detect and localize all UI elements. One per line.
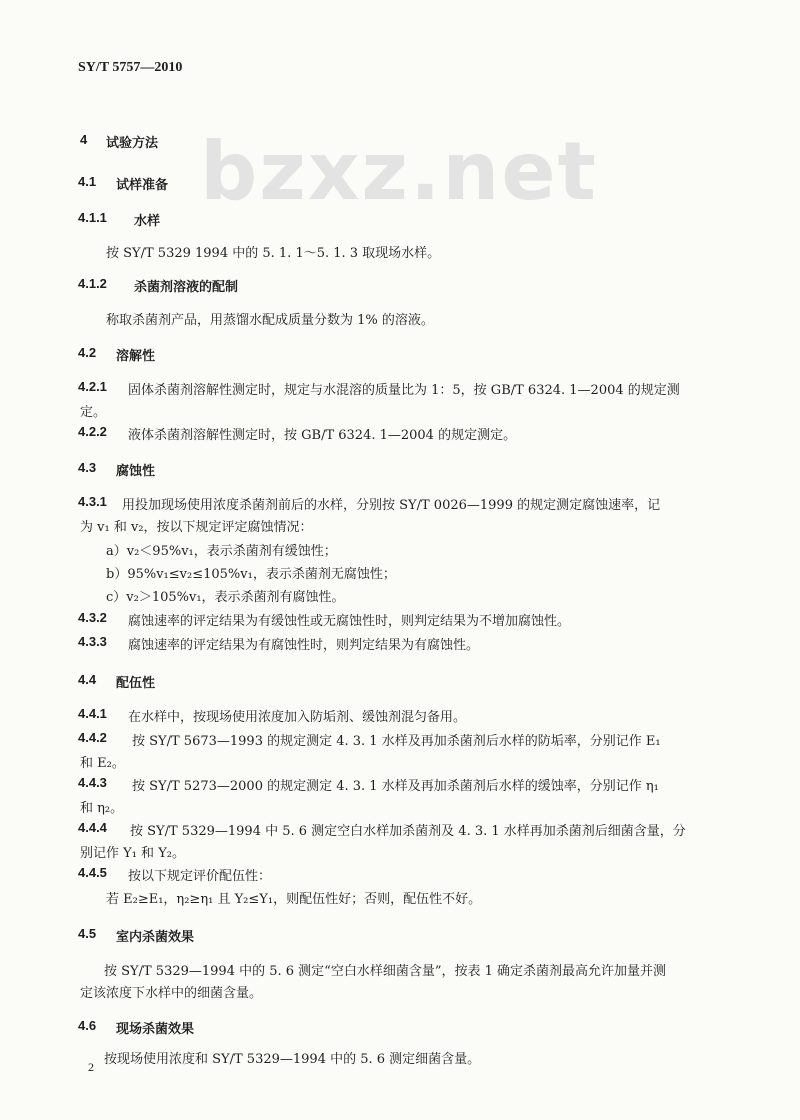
paragraph: 按现场使用浓度和 SY/T 5329—1994 中的 5. 6 测定细菌含量。 bbox=[104, 1052, 481, 1067]
page-number: 2 bbox=[88, 1060, 94, 1074]
list-item: a）v₂＜95%v₁，表示杀菌剂有缓蚀性； bbox=[106, 544, 337, 559]
section-title: 杀菌剂溶液的配制 bbox=[134, 280, 239, 295]
paragraph: 按以下规定评价配伍性： bbox=[128, 869, 272, 884]
section-number: 4.3.2 bbox=[78, 610, 107, 625]
paragraph: 固体杀菌剂溶解性测定时，规定与水混溶的质量比为 1：5，按 GB/T 6324. 1—2004 的规定测 bbox=[128, 383, 680, 398]
paragraph: 用投加现场使用浓度杀菌剂前后的水样，分别按 SY/T 0026—1999 的规定测定腐蚀速率，记 bbox=[122, 498, 661, 513]
standard-code: SY/T 5757—2010 bbox=[78, 60, 183, 75]
paragraph-continued: 别记作 Y₁ 和 Y₂。 bbox=[80, 846, 185, 861]
paragraph: 液体杀菌剂溶解性测定时，按 GB/T 6324. 1—2004 的规定测定。 bbox=[128, 428, 517, 443]
section-number: 4.4 bbox=[78, 672, 97, 687]
section-number: 4.2.2 bbox=[78, 424, 107, 439]
paragraph: 按 SY/T 5329 1994 中的 5. 1. 1～5. 1. 3 取现场水样。 bbox=[106, 246, 441, 261]
section-title: 配伍性 bbox=[116, 676, 156, 691]
paragraph-continued: 为 v₁ 和 v₂，按以下规定评定腐蚀情况： bbox=[80, 520, 313, 535]
section-title: 溶解性 bbox=[116, 349, 156, 364]
section-number: 4.2.1 bbox=[78, 379, 107, 394]
section-number: 4.4.1 bbox=[78, 706, 107, 721]
watermark: bzxz.net bbox=[200, 125, 598, 218]
section-number: 4.1 bbox=[78, 174, 97, 189]
section-number: 4.1.1 bbox=[78, 210, 107, 225]
section-number: 4 bbox=[80, 132, 88, 147]
paragraph: 按 SY/T 5673—1993 的规定测定 4. 3. 1 水样及再加杀菌剂后水样的防垢率，分别记作 E₁ bbox=[132, 734, 661, 749]
paragraph: 腐蚀速率的评定结果为有腐蚀性时，则判定结果为有腐蚀性。 bbox=[128, 638, 480, 653]
list-item: b）95%v₁≤v₂≤105%v₁，表示杀菌剂无腐蚀性； bbox=[106, 567, 396, 582]
section-number: 4.4.5 bbox=[78, 865, 107, 880]
paragraph-continued: 和 E₂。 bbox=[80, 756, 125, 771]
section-title: 试验方法 bbox=[106, 136, 159, 151]
paragraph: 按 SY/T 5273—2000 的规定测定 4. 3. 1 水样及再加杀菌剂后水样的缓蚀率，分别记作 η₁ bbox=[132, 779, 659, 794]
section-number: 4.3.1 bbox=[78, 494, 107, 509]
paragraph-continued: 和 η₂。 bbox=[80, 801, 124, 816]
paragraph: 腐蚀速率的评定结果为有缓蚀性或无腐蚀性时，则判定结果为不增加腐蚀性。 bbox=[128, 614, 571, 629]
paragraph-continued: 定该浓度下水样中的细菌含量。 bbox=[80, 986, 263, 1001]
section-number: 4.5 bbox=[78, 926, 97, 941]
list-item: c）v₂＞105%v₁，表示杀菌剂有腐蚀性。 bbox=[106, 590, 345, 605]
section-number: 4.4.3 bbox=[78, 775, 107, 790]
section-title: 水样 bbox=[134, 214, 161, 229]
section-number: 4.3 bbox=[78, 460, 97, 475]
section-number: 4.3.3 bbox=[78, 634, 107, 649]
section-number: 4.6 bbox=[78, 1018, 97, 1033]
paragraph-continued: 定。 bbox=[80, 405, 107, 420]
paragraph-continued: 若 E₂≥E₁，η₂≥η₁ 且 Y₂≤Y₁，则配伍性好；否则，配伍性不好。 bbox=[106, 892, 482, 907]
section-number: 4.2 bbox=[78, 345, 97, 360]
paragraph: 按 SY/T 5329—1994 中 5. 6 测定空白水样加杀菌剂及 4. 3. 1 水样再加杀菌剂后细菌含量，分 bbox=[130, 824, 686, 839]
section-title: 试样准备 bbox=[116, 178, 169, 193]
section-title: 室内杀菌效果 bbox=[116, 930, 195, 945]
paragraph: 在水样中，按现场使用浓度加入防垢剂、缓蚀剂混匀备用。 bbox=[128, 710, 467, 725]
paragraph: 称取杀菌剂产品，用蒸馏水配成质量分数为 1% 的溶液。 bbox=[106, 313, 434, 328]
section-number: 4.4.4 bbox=[78, 820, 107, 835]
section-title: 现场杀菌效果 bbox=[116, 1022, 195, 1037]
section-number: 4.1.2 bbox=[78, 276, 107, 291]
paragraph: 按 SY/T 5329—1994 中的 5. 6 测定“空白水样细菌含量”，按表 1 确定杀菌剂最高允许加量并测 bbox=[104, 964, 667, 979]
section-title: 腐蚀性 bbox=[116, 464, 156, 479]
section-number: 4.4.2 bbox=[78, 730, 107, 745]
